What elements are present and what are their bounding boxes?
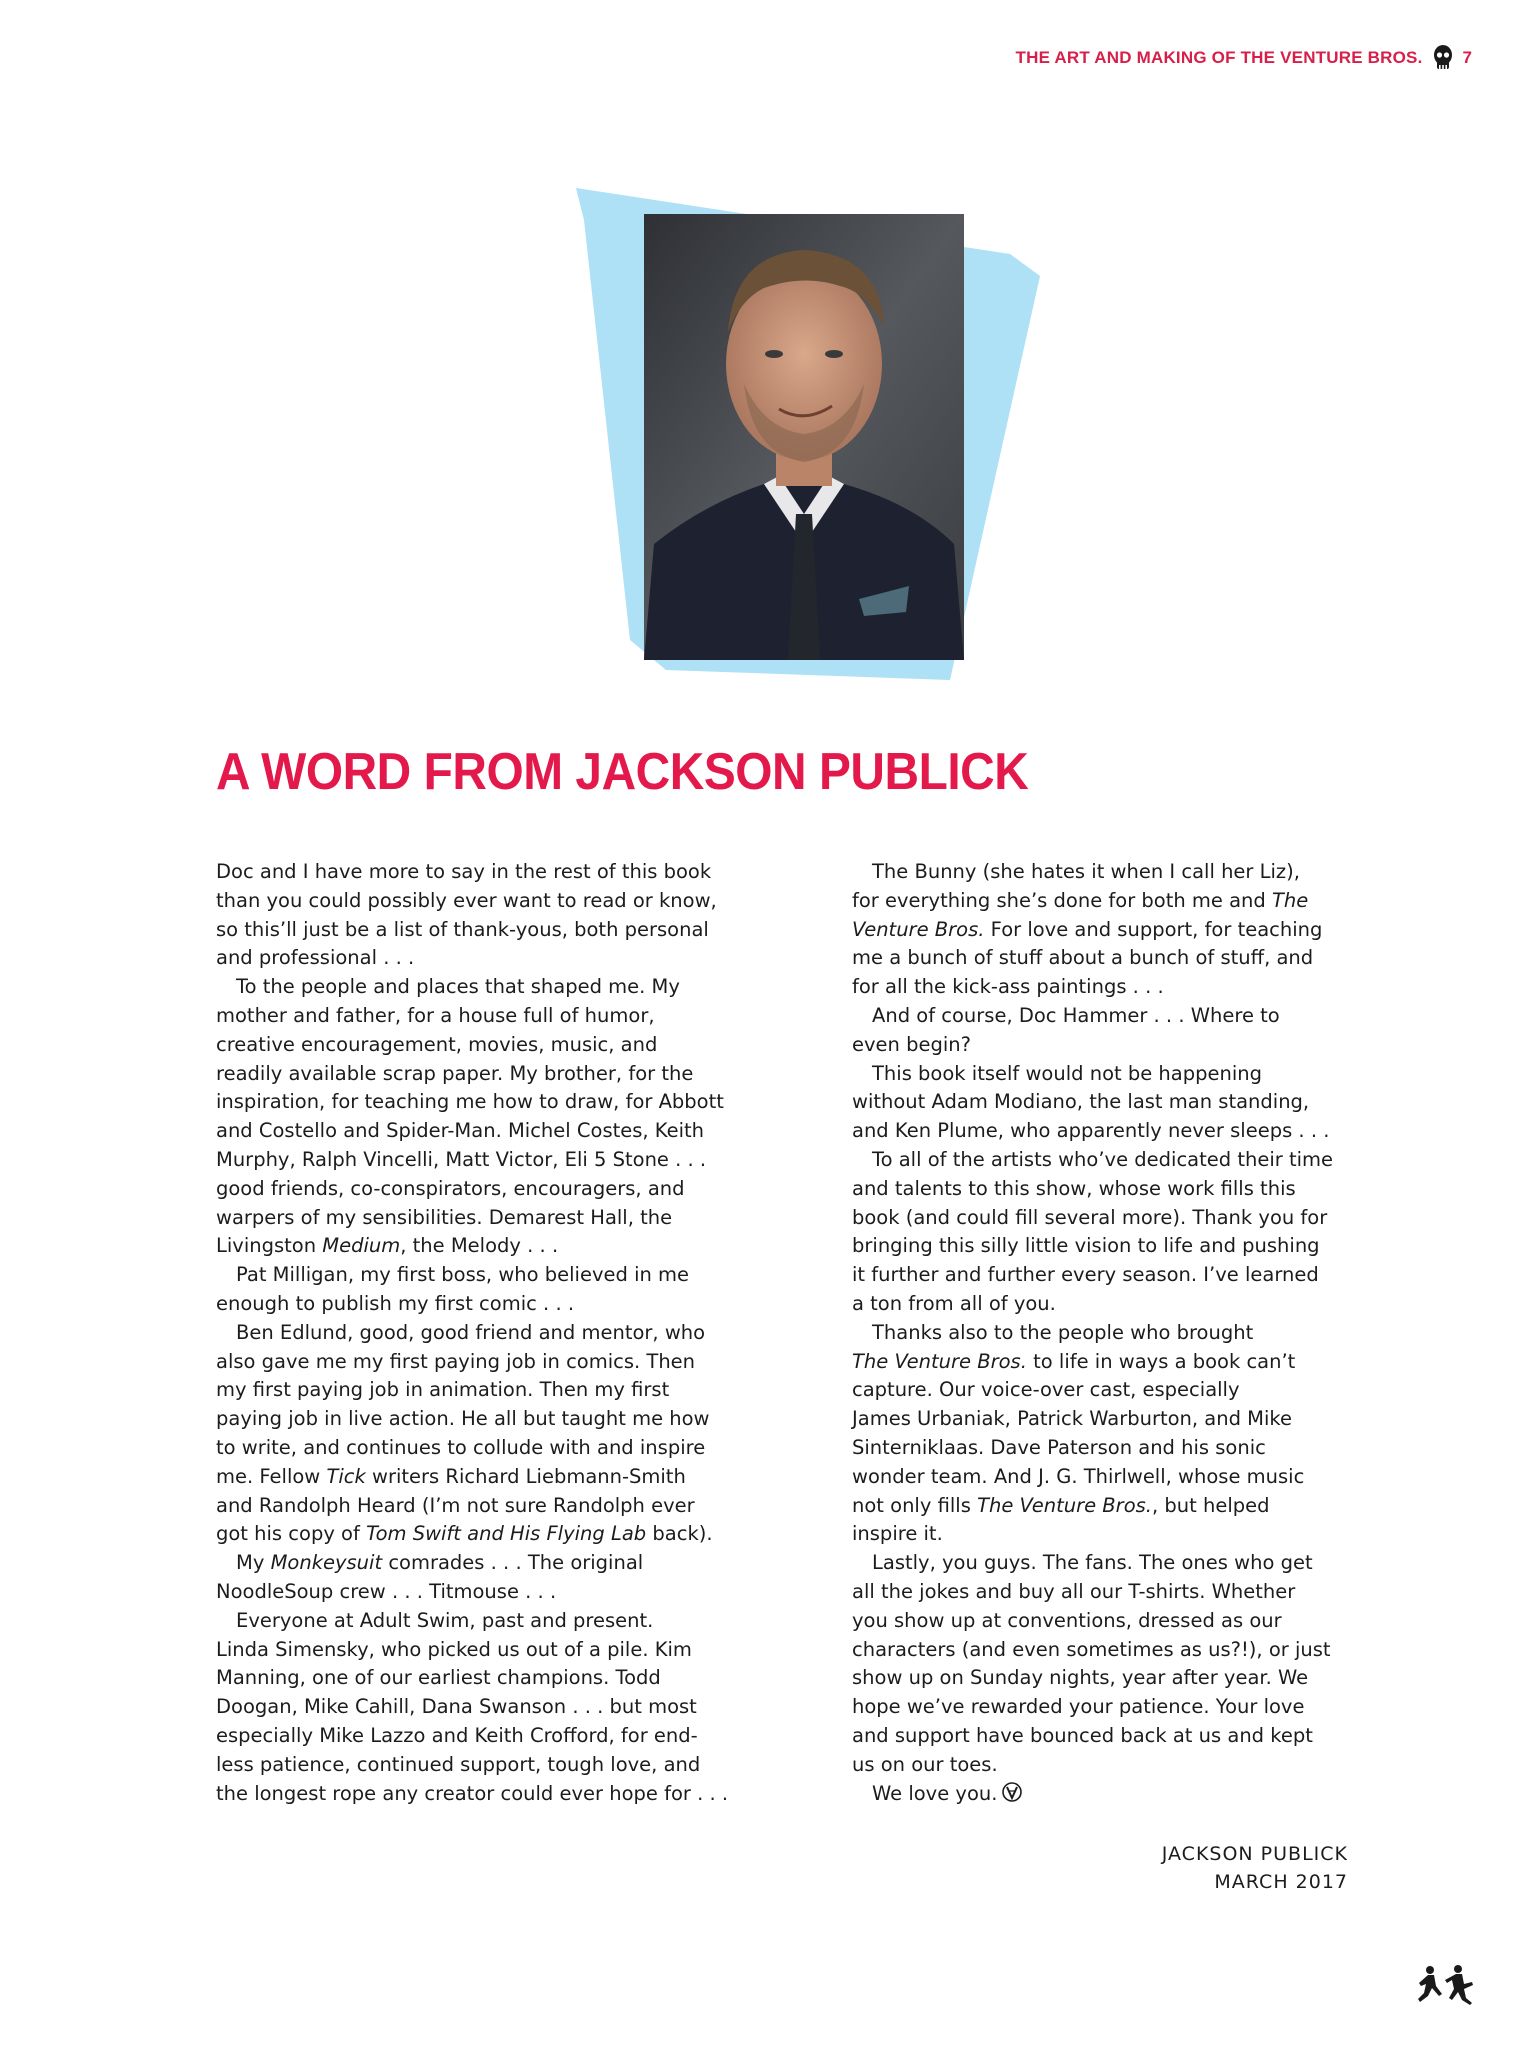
- signature-date: MARCH 2017: [1214, 1871, 1348, 1893]
- text-line: enough to publish my first comic . . .: [216, 1291, 575, 1315]
- text-line: book (and could fill several more). Thank you for: [852, 1205, 1328, 1229]
- running-figures-icon: [1414, 1964, 1478, 2006]
- text-line: bringing this silly little vision to life and pushing: [852, 1234, 1320, 1258]
- text-run: comrades . . . The original: [388, 1551, 644, 1575]
- text-run: not only fills: [852, 1493, 971, 1517]
- text-line: and Costello and Spider-Man. Michel Costes, Keith: [216, 1119, 705, 1143]
- text-line: to write, and continues to collude with and inspire: [216, 1435, 706, 1459]
- text-line: Thanks also to the people who brought: [872, 1320, 1254, 1344]
- text-line: less patience, continued support, tough love, and: [216, 1752, 701, 1776]
- text-run: , but helped: [1151, 1493, 1270, 1517]
- text-line: mother and father, for a house full of humor,: [216, 1003, 655, 1027]
- text-line: so this’ll just be a list of thank-yous, both personal: [216, 917, 709, 941]
- text-line: The Bunny (she hates it when I call her Liz),: [872, 860, 1300, 883]
- text-line: and professional . . .: [216, 946, 415, 970]
- text-line: and talents to this show, whose work fills this: [852, 1176, 1296, 1200]
- text-line: NoodleSoup crew . . . Titmouse . . .: [216, 1579, 557, 1603]
- page-number: 7: [1462, 48, 1472, 67]
- text-line: all the jokes and buy all our T-shirts. Whether: [852, 1579, 1296, 1603]
- text-line: you show up at conventions, dressed as our: [852, 1608, 1282, 1632]
- text-line: Manning, one of our earliest champions. Todd: [216, 1666, 661, 1690]
- text-line: inspire it.: [852, 1522, 943, 1546]
- text-line: To the people and places that shaped me. My: [236, 975, 680, 999]
- italic-title: Monkeysuit: [270, 1551, 383, 1575]
- text-line: for all the kick-ass paintings . . .: [852, 975, 1164, 999]
- italic-title: Tom Swift and His Flying Lab: [366, 1522, 647, 1546]
- text-run: for everything she’s done for both me and: [852, 888, 1266, 912]
- author-name: JACKSON PUBLICK: [1161, 1843, 1348, 1865]
- italic-title: The: [1272, 888, 1309, 912]
- text-line: especially Mike Lazzo and Keith Crofford, for end-: [216, 1723, 698, 1747]
- text-line: Ben Edlund, good, good friend and mentor, who: [236, 1320, 706, 1344]
- text-run: writers Richard Liebmann-Smith: [372, 1464, 686, 1488]
- book-title: THE ART AND MAKING OF THE VENTURE BROS.: [1015, 48, 1423, 67]
- italic-title: Venture Bros.: [852, 917, 985, 941]
- text-line: us on our toes.: [852, 1752, 998, 1776]
- text-line: James Urbaniak, Patrick Warburton, and Mike: [852, 1407, 1293, 1431]
- text-line: [852, 1780, 1372, 1809]
- portrait-photo: [644, 214, 964, 660]
- text-run: me. Fellow: [216, 1464, 321, 1488]
- text-run: We love you.: [872, 1781, 998, 1805]
- text-line: [852, 1348, 1372, 1377]
- text-line: warpers of my sensibilities. Demarest Hall, the: [216, 1205, 673, 1229]
- text-line: [852, 1492, 1372, 1521]
- text-line: [216, 1463, 776, 1492]
- text-line: without Adam Modiano, the last man standing,: [852, 1090, 1310, 1114]
- running-head: [1016, 44, 1472, 72]
- text-line: Lastly, you guys. The fans. The ones who get: [872, 1551, 1313, 1575]
- text-line: creative encouragement, movies, music, and: [216, 1032, 658, 1056]
- text-line: and Randolph Heard (I’m not sure Randolph ever: [216, 1493, 695, 1517]
- text-line: show up on Sunday nights, year after year. We: [852, 1666, 1309, 1690]
- text-line: Pat Milligan, my first boss, who believed in me: [236, 1263, 690, 1287]
- text-line: wonder team. And J. G. Thirlwell, whose music: [852, 1464, 1305, 1488]
- text-line: inspiration, for teaching me how to draw, for Abbott: [216, 1090, 724, 1114]
- italic-title: Medium: [322, 1234, 401, 1258]
- text-run: For love and support, for teaching: [990, 917, 1323, 941]
- text-line: readily available scrap paper. My brother, for the: [216, 1061, 694, 1085]
- text-line: Sinterniklaas. Dave Paterson and his sonic: [852, 1435, 1266, 1459]
- text-line: even begin?: [852, 1032, 971, 1056]
- text-line: And of course, Doc Hammer . . . Where to: [872, 1003, 1280, 1027]
- text-line: me a bunch of stuff about a bunch of stuff, and: [852, 946, 1314, 970]
- text-line: and Ken Plume, who apparently never sleeps . . .: [852, 1119, 1330, 1143]
- text-line: [852, 887, 1372, 916]
- text-line: also gave me my first paying job in comics. Then: [216, 1349, 696, 1373]
- photo-block: [570, 180, 1050, 700]
- italic-title: The Venture Bros.: [977, 1493, 1152, 1517]
- text-line: [852, 916, 1372, 945]
- text-run: , the Melody . . .: [400, 1234, 559, 1258]
- text-line: characters (and even sometimes as us?!), or just: [852, 1637, 1331, 1661]
- text-run: My: [236, 1551, 265, 1575]
- article-column-right: [852, 858, 1372, 1808]
- text-line: the longest rope any creator could ever hope for . . .: [216, 1781, 729, 1805]
- text-line: This book itself would not be happening: [872, 1061, 1262, 1085]
- text-line: a ton from all of you.: [852, 1291, 1056, 1315]
- italic-title: Tick: [326, 1464, 366, 1488]
- text-line: capture. Our voice-over cast, especially: [852, 1378, 1240, 1402]
- text-line: paying job in live action. He all but taught me how: [216, 1407, 710, 1431]
- text-line: Murphy, Ralph Vincelli, Matt Victor, Eli 5 Stone . . .: [216, 1147, 707, 1171]
- text-line: my first paying job in animation. Then my first: [216, 1378, 670, 1402]
- text-line: [216, 1520, 776, 1549]
- text-line: and support have bounced back at us and kept: [852, 1723, 1313, 1747]
- text-line: Doc and I have more to say in the rest of this book: [216, 860, 712, 883]
- italic-title: The Venture Bros.: [852, 1349, 1027, 1373]
- text-line: To all of the artists who’ve dedicated their time: [872, 1147, 1334, 1171]
- article-headline: A WORD FROM JACKSON PUBLICK: [216, 743, 1029, 801]
- text-run: to life in ways a book can’t: [1033, 1349, 1296, 1373]
- text-line: good friends, co-conspirators, encouragers, and: [216, 1176, 685, 1200]
- text-line: it further and further every season. I’ve learned: [852, 1263, 1319, 1287]
- text-line: than you could possibly ever want to read or know,: [216, 888, 717, 912]
- text-run: back).: [652, 1522, 713, 1546]
- article-column-left: [216, 858, 776, 1808]
- text-line: Doogan, Mike Cahill, Dana Swanson . . . but most: [216, 1695, 697, 1719]
- text-run: Livingston: [216, 1234, 317, 1258]
- text-run: got his copy of: [216, 1522, 360, 1546]
- signature-block: [1162, 1840, 1348, 1896]
- text-line: [216, 1549, 776, 1578]
- skull-icon: [1431, 44, 1455, 72]
- text-line: hope we’ve rewarded your patience. Your love: [852, 1695, 1305, 1719]
- text-line: Everyone at Adult Swim, past and present.: [236, 1608, 654, 1632]
- venture-logo-icon: [1001, 1781, 1023, 1803]
- text-line: Linda Simensky, who picked us out of a pile. Kim: [216, 1637, 692, 1661]
- text-line: [216, 1232, 776, 1261]
